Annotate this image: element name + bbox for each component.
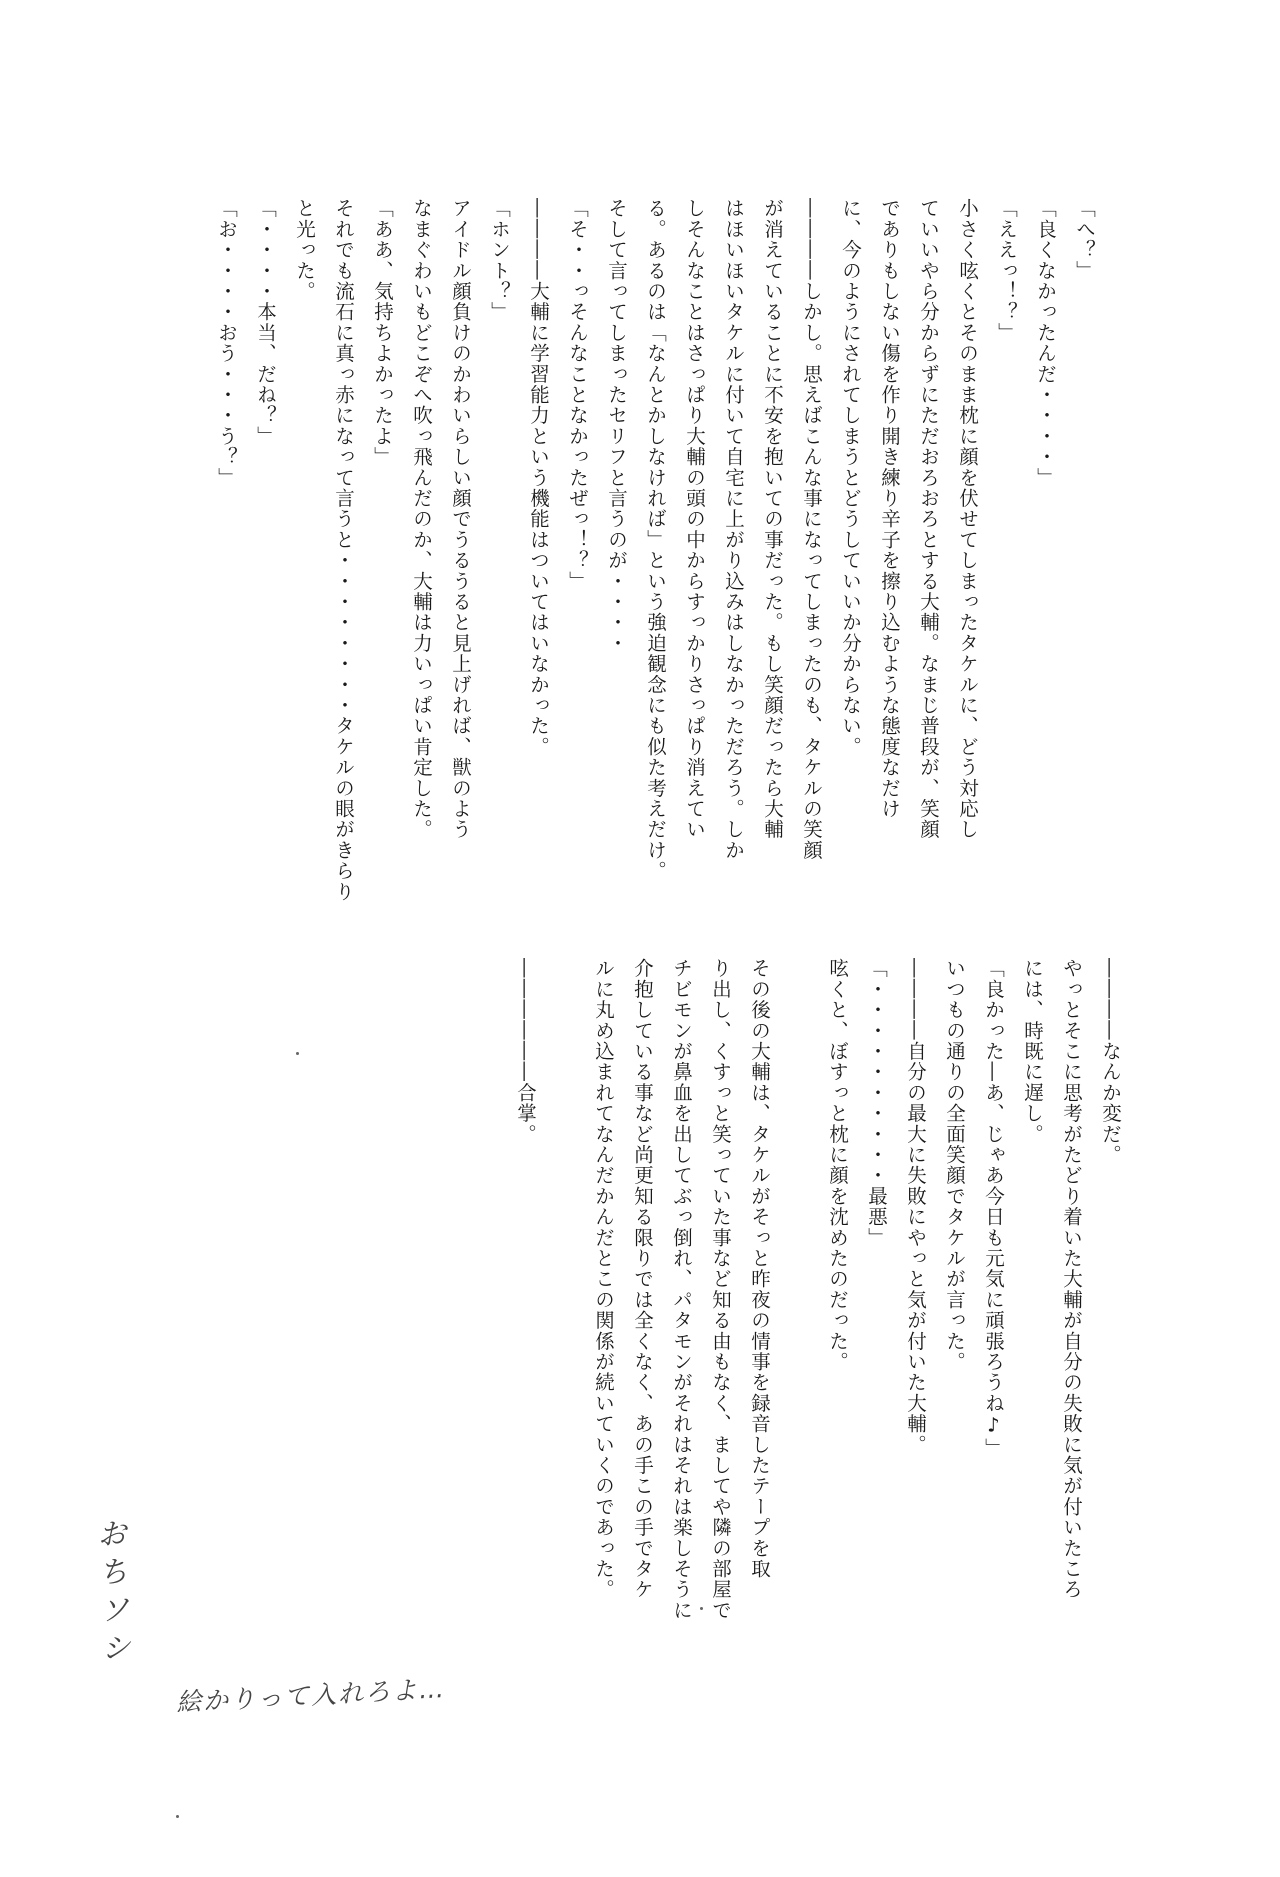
text-line: いつもの通りの全面笑顔でタケルが言った。 — [943, 958, 966, 1372]
text-line: 「・・・・・・・・・・最悪」 — [865, 958, 888, 1248]
text-line: しそんなことはさっぱり大輔の頭の中からすっかりさっぱり消えてい — [683, 198, 706, 840]
text-line: それでも流石に真っ赤になって言うと・・・・・・・・タケルの眼がきらり — [332, 198, 355, 902]
text-line: ――――――合掌。 — [514, 958, 537, 1145]
handwritten-ochi-note: おちソシ — [90, 1517, 131, 1671]
text-line: 呟くと、ぼすっと枕に顔を沈めたのだった。 — [826, 958, 849, 1372]
text-line: 「ああ、気持ちよかったよ」 — [371, 198, 394, 468]
text-line: はほいほいタケルに付いて自宅に上がり込みはしなかっただろう。しか — [722, 198, 745, 861]
text-line: そして言ってしまったセリフと言うのが・・・・ — [605, 198, 628, 654]
text-line: ――――大輔に学習能力という機能はついてはいなかった。 — [527, 198, 550, 757]
speck — [700, 1607, 703, 1610]
text-line: 「ホント？」 — [488, 198, 511, 323]
text-line: る。あるのは「なんとかしなければ」という強迫観念にも似た考えだけ。 — [644, 198, 667, 882]
text-line: 「良くなかったんだ・・・・」 — [1034, 198, 1057, 488]
text-line: 「ええっ！？」 — [995, 198, 1018, 343]
text-line: アイドル顔負けのかわいらしい顔でうるうると見上げれば、獣のよう — [449, 198, 472, 840]
speck — [176, 1815, 179, 1818]
text-line: り出し、くすっと笑っていた事など知る由もなく、ましてや隣の部屋で — [709, 958, 732, 1621]
text-line: 小さく呟くとそのまま枕に顔を伏せてしまったタケルに、どう対応し — [956, 198, 979, 840]
text-line: 「お・・・・おう・・・う？」 — [215, 198, 238, 488]
text-line: なまぐわいもどこぞへ吹っ飛んだのか、大輔は力いっぱい肯定した。 — [410, 198, 433, 840]
text-line: に、今のようにされてしまうとどうしていいか分からない。 — [839, 198, 862, 757]
handwritten-scribble-note: 絵かりって入れろよ… — [175, 1673, 447, 1718]
lower-text-block — [506, 958, 1130, 1698]
text-line: 介抱している事など尚更知る限りでは全くなく、あの手この手でタケ — [631, 958, 654, 1600]
text-line: 「そ・・っそんなことなかったぜっ！？」 — [566, 198, 589, 592]
text-line: ――――自分の最大に失敗にやっと気が付いた大輔。 — [904, 958, 927, 1455]
text-line: ――――なんか変だ。 — [1099, 958, 1122, 1165]
text-line — [779, 958, 818, 1698]
text-line — [545, 958, 584, 1698]
text-line: 「・・・・本当、だね？」 — [254, 198, 277, 447]
text-line: ――――しかし。思えばこんな事になってしまったのも、タケルの笑顔 — [800, 198, 823, 861]
text-line: やっとそこに思考がたどり着いた大輔が自分の失敗に気が付いたころ — [1060, 958, 1083, 1600]
text-line: 「へ？」 — [1073, 198, 1096, 281]
upper-text-block — [207, 198, 1104, 918]
speck — [296, 1052, 299, 1055]
text-line: と光った。 — [293, 198, 316, 302]
text-line: が消えていることに不安を抱いての事だった。もし笑顔だったら大輔 — [761, 198, 784, 840]
text-line: チビモンが鼻血を出してぶっ倒れ、パタモンがそれはそれは楽しそうに — [670, 958, 693, 1621]
text-line: ルに丸め込まれてなんだかんだとこの関係が続いていくのであった。 — [592, 958, 615, 1600]
text-line: でありもしない傷を作り開き練り辛子を擦り込むような態度なだけ — [878, 198, 901, 819]
text-line: 「良かった―あ、じゃあ今日も元気に頑張ろうね♪」 — [982, 958, 1005, 1459]
text-line: その後の大輔は、タケルがそっと昨夜の情事を録音したテープを取 — [748, 958, 771, 1579]
text-line: ていいやら分からずにただおろおろとする大輔。なまじ普段が、笑顔 — [917, 198, 940, 840]
text-line: には、時既に遅し。 — [1021, 958, 1044, 1145]
